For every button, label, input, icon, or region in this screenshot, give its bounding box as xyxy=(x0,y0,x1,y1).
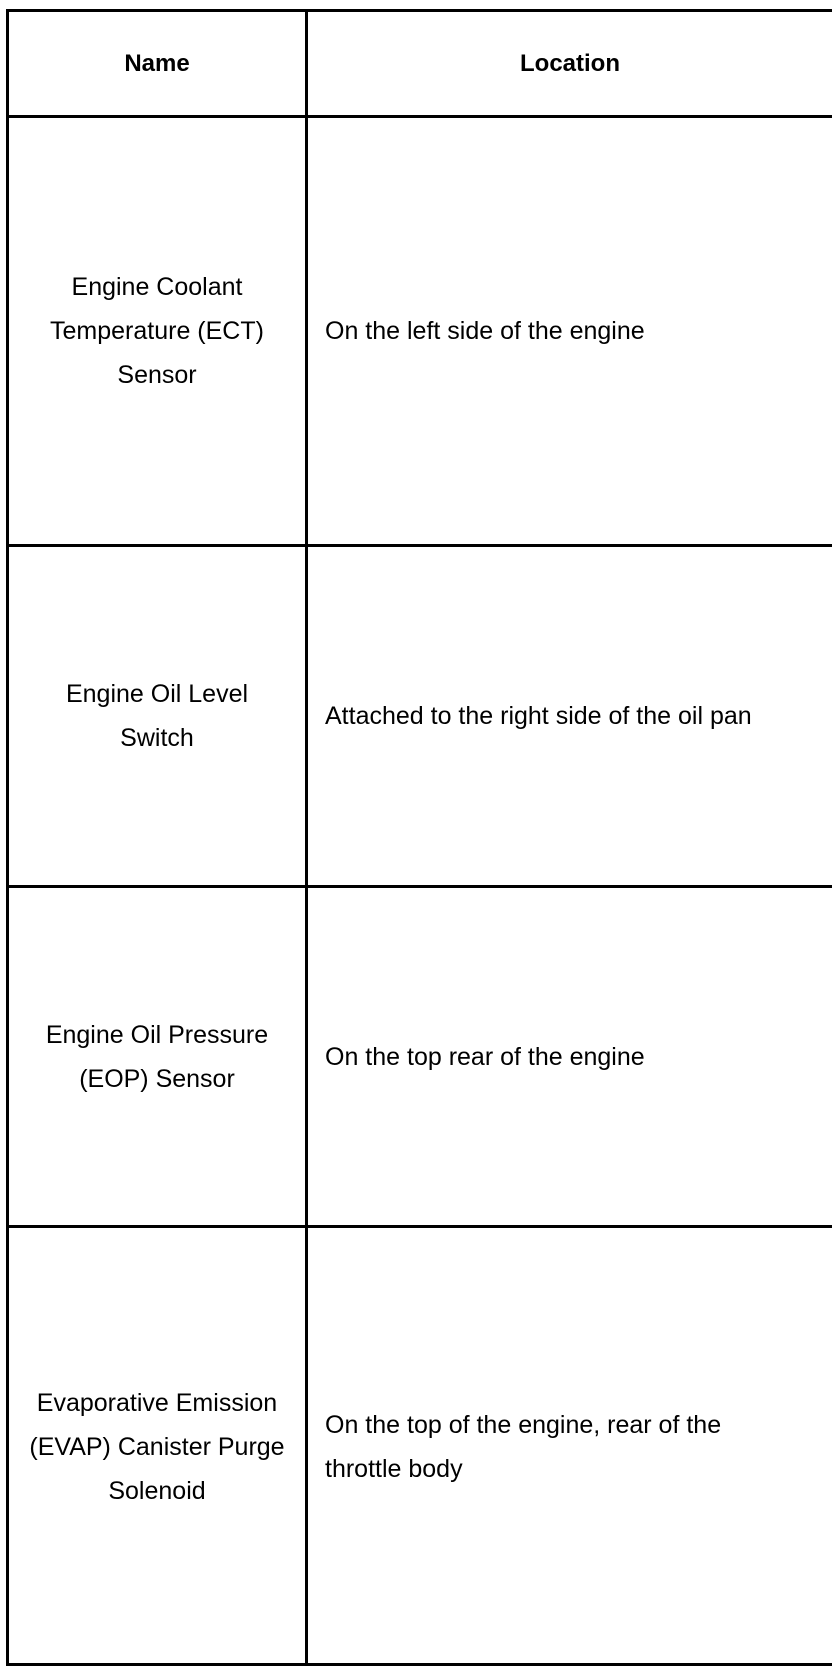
name-cell xyxy=(9,118,305,544)
component-location: Attached to the right side of the oil pan xyxy=(325,702,752,730)
table-row xyxy=(9,118,832,547)
component-location: On the top of the engine, rear of the throttle body xyxy=(325,1411,722,1483)
location-cell xyxy=(308,118,832,544)
table-row xyxy=(9,888,832,1228)
name-cell xyxy=(9,547,305,885)
component-location: On the left side of the engine xyxy=(325,317,645,345)
component-name: Engine Oil Level Switch xyxy=(65,680,249,752)
table-header-row xyxy=(9,12,832,118)
header-cell-name xyxy=(9,12,305,115)
header-cell-location xyxy=(308,12,832,115)
location-cell xyxy=(308,1228,832,1666)
table-row xyxy=(9,547,832,888)
location-cell xyxy=(308,547,832,885)
component-location: On the top rear of the engine xyxy=(325,1042,645,1071)
component-name: Engine Coolant Temperature (ECT) Sensor xyxy=(50,273,264,389)
table-row xyxy=(9,1228,832,1666)
header-location: Location xyxy=(520,49,620,77)
location-cell xyxy=(308,888,832,1225)
component-name: Evaporative Emission (EVAP) Canister Purge Solenoid xyxy=(29,1389,285,1505)
header-name: Name xyxy=(124,49,190,77)
name-cell xyxy=(9,888,305,1225)
name-cell xyxy=(9,1228,305,1666)
component-name: Engine Oil Pressure (EOP) Sensor xyxy=(45,1020,269,1093)
component-location-table xyxy=(6,9,832,1666)
